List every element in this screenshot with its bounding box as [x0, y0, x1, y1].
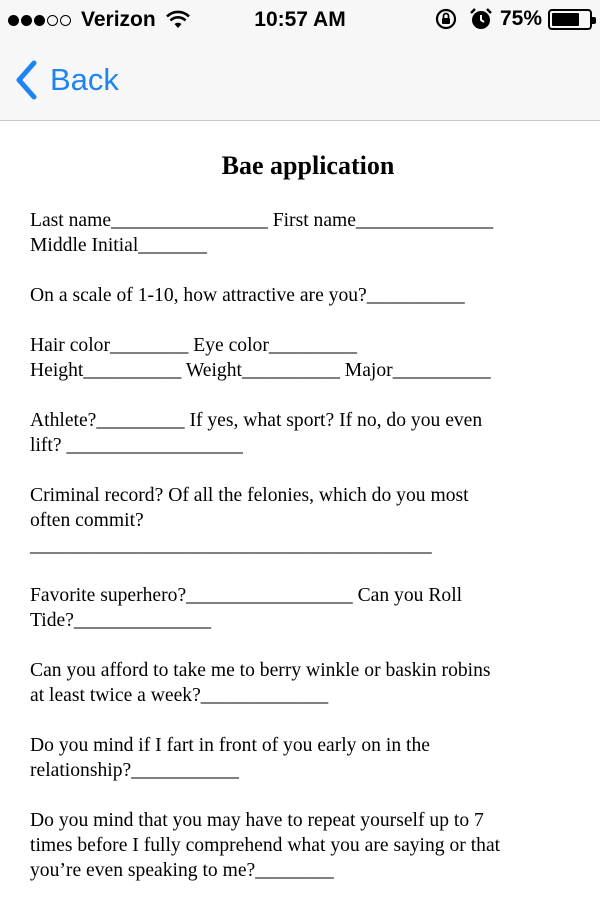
hair-eye-line: Hair color________ Eye color_________: [30, 335, 358, 356]
document-body: [30, 150, 570, 900]
fart-line-1: Do you mind if I fart in front of you early on in the: [30, 735, 430, 756]
attractiveness-section: [30, 283, 570, 308]
superhero-section: [30, 583, 570, 633]
alarm-icon: [468, 7, 494, 31]
superhero-line-2: Tide?______________: [30, 610, 212, 631]
attractiveness-line: On a scale of 1-10, how attractive are you?__________: [30, 285, 465, 306]
name-line-2: Middle Initial_______: [30, 235, 207, 256]
criminal-section: [30, 483, 570, 558]
navigation-bar: [0, 40, 600, 121]
repeat-line-2: times before I fully comprehend what you are saying or that: [30, 835, 501, 856]
document-title: Bae application: [221, 151, 395, 180]
battery-percentage: 75%: [499, 7, 542, 30]
name-line-1: Last name________________ First name______________: [30, 210, 494, 231]
criminal-line-2: often commit?: [30, 510, 144, 531]
carrier-name: Verizon: [81, 8, 156, 31]
superhero-line-1: Favorite superhero?_________________ Can you Roll: [30, 585, 463, 606]
afford-section: [30, 658, 570, 708]
status-time: 10:57 AM: [254, 8, 346, 31]
battery-tip: [592, 17, 596, 24]
status-right: [434, 7, 592, 31]
athlete-line-1: Athlete?_________ If yes, what sport? If no, do you even: [30, 410, 483, 431]
athlete-line-2: lift? __________________: [30, 435, 243, 456]
afford-line-1: Can you afford to take me to berry winkle or baskin robins: [30, 660, 491, 681]
back-button-label: Back: [50, 62, 119, 97]
criminal-line-1: Criminal record? Of all the felonies, which do you most: [30, 485, 469, 506]
battery-icon: [548, 9, 592, 30]
fart-section: [30, 733, 570, 783]
athlete-section: [30, 408, 570, 458]
name-section: [30, 208, 570, 258]
battery-fill: [552, 13, 579, 26]
repeat-section: [30, 808, 570, 883]
back-button[interactable]: [14, 58, 119, 102]
fart-line-2: relationship?___________: [30, 760, 239, 781]
repeat-line-1: Do you mind that you may have to repeat yourself up to 7: [30, 810, 484, 831]
criminal-line-3: _________________________________________: [30, 535, 432, 556]
repeat-line-3: you’re even speaking to me?________: [30, 860, 334, 881]
rotation-lock-icon: [434, 7, 458, 31]
chevron-left-icon: [14, 60, 38, 100]
afford-line-2: at least twice a week?_____________: [30, 685, 329, 706]
height-weight-major-line: Height__________ Weight__________ Major__________: [30, 360, 491, 381]
appearance-section: [30, 333, 570, 383]
status-bar: [0, 0, 600, 40]
